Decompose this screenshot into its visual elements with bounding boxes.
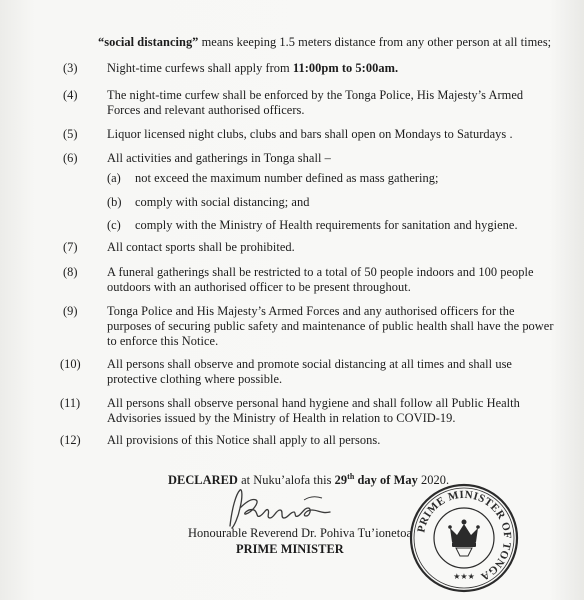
subclause-b-text: comply with social distancing; and [135,195,310,209]
clause-8-line-1: A funeral gatherings shall be restricted to a total of 50 people indoors and 100 people [107,265,534,279]
clause-10-line-1: All persons shall observe and promote social distancing at all times and shall use [107,357,512,371]
clause-7-line-1: All contact sports shall be prohibited. [107,240,295,254]
clause-number: (3) [63,61,78,75]
seal-stars: ★★★ [453,572,475,581]
declaration-day: 29th day of May [334,472,418,487]
clause-8-line-2: outdoors with an authorised officer to be present throughout. [107,280,411,294]
clause-5-line-1: Liquor licensed night clubs, clubs and bars shall open on Mondays to Saturdays . [107,127,513,141]
subclause-letter: (b) [107,195,122,209]
crown-emblem [448,520,480,557]
clause-4-line-2: Forces and relevant authorised officers. [107,103,305,117]
definition-text: means keeping 1.5 meters distance from any other person at all times; [198,35,552,49]
clause-9-line-3: to enforce this Notice. [107,334,219,348]
curfew-hours: 11:00pm to 5:00am. [292,61,399,75]
clause-number: (10) [60,357,81,371]
clause-10-line-2: protective clothing where possible. [107,372,283,386]
clause-number: (11) [60,396,81,410]
clause-number: (6) [63,151,78,165]
declaration-place: at Nuku’alofa this [237,473,335,487]
clause-3-pre: Night-time curfews shall apply from [107,61,293,75]
clause-9-line-1: Tonga Police and His Majesty’s Armed Forces and any authorised officers for the [107,304,515,318]
subclause-letter: (a) [107,171,121,185]
signatory-name: Honourable Reverend Dr. Pohiva Tu’ionetoa [188,526,413,540]
signatory-title: PRIME MINISTER [236,542,344,556]
clause-11-line-2: Advisories issued by the Ministry of Health in relation to COVID-19. [107,411,456,425]
declared-word: DECLARED [168,473,238,487]
clause-12-line-1: All provisions of this Notice shall apply to all persons. [107,433,381,447]
clause-3-text [107,61,398,76]
clause-number: (12) [60,433,81,447]
declaration-year: 2020. [417,473,450,487]
clause-number: (4) [63,88,78,102]
clause-number: (7) [63,240,78,254]
subclause-a-text: not exceed the maximum number defined as mass gathering; [135,171,439,185]
clause-number: (8) [63,265,78,279]
clause-number: (5) [63,127,78,141]
subclause-c-text: comply with the Ministry of Health requirements for sanitation and hygiene. [135,218,518,232]
clause-6-line-1: All activities and gatherings in Tonga shall – [107,151,331,165]
prime-minister-seal [408,482,520,594]
clause-number: (9) [63,304,78,318]
clause-4-line-1: The night-time curfew shall be enforced by the Tonga Police, His Majesty’s Armed [107,88,524,102]
seal-text: PRIME MINISTER OF TONGA [415,488,514,583]
definition-social-distancing [98,35,551,50]
clause-11-line-1: All persons shall observe personal hand hygiene and shall follow all Public Health [107,396,520,410]
clause-9-line-2: purposes of securing public safety and maintenance of public health shall have the power [107,319,554,333]
definition-term: “social distancing” [98,35,199,49]
subclause-letter: (c) [107,218,121,232]
